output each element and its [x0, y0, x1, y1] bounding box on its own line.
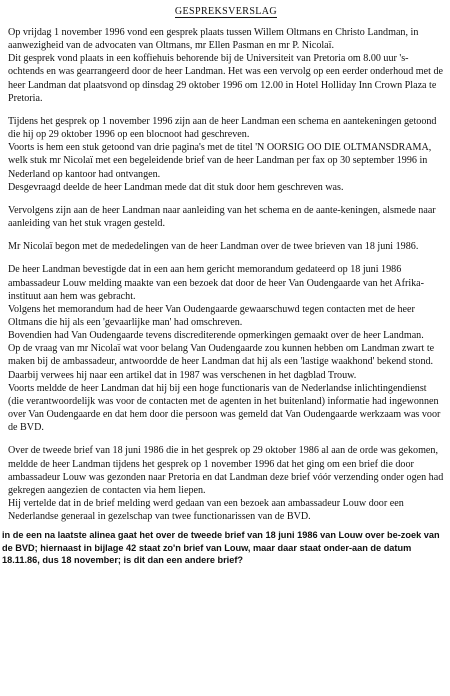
- page-title: [8, 6, 444, 17]
- paragraph: Mr Nicolaï begon met de mededelingen van de heer Landman over de twee brieven van 18 juni 1986.: [8, 241, 419, 253]
- paragraph: Dit gesprek vond plaats in een koffiehuis behorende bij de Universiteit van Pretoria om 8.00 uur 's-ochtends en was gearrangeerd door de heer Landman. Het was een vervolg op een eerder onderhoud met de heer Landman dat plaatsvond op dinsdag 29 oktober 1996 om 12.00 in Hotel Holliday Inn Crown Plaza te Pretoria.: [8, 53, 443, 104]
- paragraph: Op vrijdag 1 november 1996 vond een gesprek plaats tussen Willem Oltmans en Christo Landman, in aanwezigheid van de advocaten van Oltmans, mr Ellen Pasman en mr P. Nicolaï.: [8, 27, 419, 52]
- paragraph: De heer Landman bevestigde dat in een aan hem gericht memorandum gedateerd op 18 juni 1986 ambassadeur Louw melding maakte van een bezoek dat door de heer Van Oudengaarde van het Afrika-instituut aan hem was gebracht.: [8, 264, 425, 302]
- paragraph: Voorts meldde de heer Landman dat hij bij een hoge functionaris van de Nederlandse inlichtingendienst (die verantwoordelijk was voor de contacten met de agenten in het buitenland) informatie had ingewonnen over Van Oudengaarde en dat hem door die persoon was gemeld dat Van Oudengaarde werkzaam was voor de BVD.: [8, 382, 441, 434]
- paragraph: Tijdens het gesprek op 1 november 1996 zijn aan de heer Landman een schema en aantekeningen getoond die hij op 29 oktober 1996 op een blocnoot had geschreven.: [8, 115, 437, 141]
- document-body: [8, 26, 444, 523]
- handwritten-note: in de een na laatste alinea gaat het over de tweede brief van 18 juni 1986 van Louw over be-zoek van de BVD; hiernaast in bijlage 42 staat zo'n brief van Louw, maar daar staat onder-aan de datum 18.11.86, dus 18 november; is dit dan een andere brief?: [2, 530, 440, 565]
- paragraph: Hij vertelde dat in de brief melding werd gedaan van een bezoek aan ambassadeur Louw door een Nederlandse generaal in gezelschap van twee functionarissen van de BVD.: [8, 498, 404, 523]
- paragraph: Desgevraagd deelde de heer Landman mede dat dit stuk door hem geschreven was.: [8, 181, 344, 193]
- paragraph: Over de tweede brief van 18 juni 1986 die in het gesprek op 29 oktober 1986 al aan de orde was gekomen, meldde de heer Landman tijdens het gesprek op 1 november 1996 dat het ging om een brief die door ambassadeur Louw was gezonden naar Pretoria en dat Landman deze brief vóór verzending onder ogen had gekregen aangezien de contacten via hem liepen.: [8, 445, 444, 496]
- paragraph: Voorts is hem een stuk getoond van drie pagina's met de titel 'N OORSIG OO DIE OLTMANSDRAMA, welk stuk mr Nicolaï met een begeleidende brief van de heer Landman per fax op 30 september 1996 in Nederland op kantoor had ontvangen.: [8, 142, 432, 180]
- title-text: GESPREKSVERSLAG: [174, 6, 278, 17]
- paragraph: Vervolgens zijn aan de heer Landman naar aanleiding van het schema en de aante-keningen, alsmede naar aanleiding van het stuk vragen gesteld.: [8, 204, 436, 230]
- paragraph: Bovendien had Van Oudengaarde tevens discrediterende opmerkingen gemaakt over de heer Landman.: [8, 330, 424, 342]
- paragraph: Volgens het memorandum had de heer Van Oudengaarde gewaarschuwd tegen contacten met de heer Oltmans die hij als een 'gevaarlijke man' had omschreven.: [8, 303, 415, 328]
- paragraph: Op de vraag van mr Nicolaï wat voor belang Van Oudengaarde zou kunnen hebben om Landman zwart te maken bij de ambassadeur, antwoordde de heer Landman dat hij als een 'lastige waakhond' bekend stond. Daarbij verwees hij naar een artikel dat in 1987 was verschenen in het dagblad Trouw.: [8, 343, 435, 381]
